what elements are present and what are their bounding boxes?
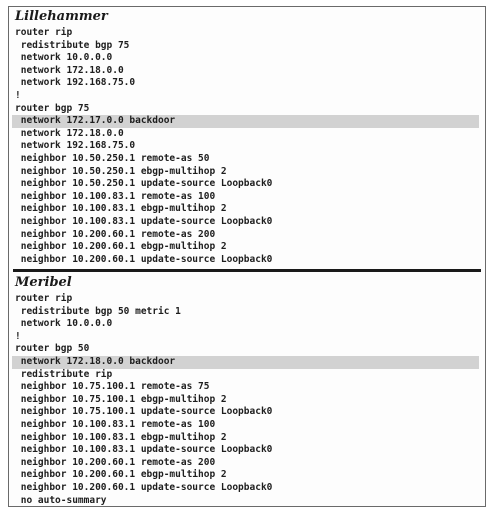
config-line: no auto-summary: [15, 494, 107, 506]
config-listing-frame: [8, 6, 486, 507]
config-line: network 172.18.0.0: [15, 64, 124, 76]
config-line: neighbor 10.75.100.1 update-source Loopback0: [15, 406, 273, 418]
config-line: router rip: [15, 293, 73, 304]
config-line: network 192.168.75.0: [15, 77, 136, 89]
config-line: network 10.0.0.0: [15, 52, 113, 64]
router-name-heading: Lillehammer: [15, 9, 108, 24]
config-line: network 172.18.0.0: [15, 127, 124, 139]
config-line: router rip: [15, 27, 73, 38]
config-line: neighbor 10.100.83.1 update-source Loopback0: [15, 215, 273, 227]
section-divider: [13, 269, 481, 272]
config-line: redistribute bgp 50 metric 1: [15, 305, 181, 317]
config-line: neighbor 10.100.83.1 remote-as 100: [15, 190, 216, 202]
config-line: neighbor 10.200.60.1 update-source Loopback0: [15, 481, 273, 493]
config-line: neighbor 10.50.250.1 ebgp-multihop 2: [15, 165, 227, 177]
config-line: neighbor 10.50.250.1 remote-as 50: [15, 152, 210, 164]
config-line: neighbor 10.50.250.1 update-source Loopback0: [15, 178, 273, 190]
config-lines: [15, 293, 479, 507]
config-line: redistribute rip: [15, 368, 113, 380]
config-line: !: [15, 330, 21, 342]
config-line: neighbor 10.75.100.1 remote-as 75: [15, 381, 210, 393]
config-line: !: [15, 89, 21, 101]
config-line: network 192.168.75.0: [15, 140, 136, 152]
config-line: network 10.0.0.0: [15, 318, 113, 330]
section-lillehammer: [15, 9, 479, 266]
config-line: redistribute bgp 75: [15, 39, 130, 51]
section-meribel: [15, 275, 479, 507]
config-line: neighbor 10.200.60.1 ebgp-multihop 2: [15, 241, 227, 253]
config-line: router bgp 50: [15, 343, 90, 355]
config-line: neighbor 10.100.83.1 remote-as 100: [15, 418, 216, 430]
config-line: neighbor 10.200.60.1 remote-as 200: [15, 228, 216, 240]
config-line: neighbor 10.200.60.1 ebgp-multihop 2: [15, 469, 227, 481]
highlighted-config-line: network 172.17.0.0 backdoor: [12, 115, 479, 128]
config-line: neighbor 10.100.83.1 ebgp-multihop 2: [15, 203, 227, 215]
config-line: router bgp 75: [15, 102, 90, 114]
config-line: neighbor 10.100.83.1 ebgp-multihop 2: [15, 431, 227, 443]
highlighted-config-line: network 172.18.0.0 backdoor: [12, 356, 479, 369]
config-lines: [15, 27, 479, 266]
config-line: neighbor 10.200.60.1 remote-as 200: [15, 456, 216, 468]
router-name-heading: Meribel: [15, 275, 72, 290]
config-line: neighbor 10.75.100.1 ebgp-multihop 2: [15, 393, 227, 405]
config-line: neighbor 10.200.60.1 update-source Loopback0: [15, 253, 273, 265]
config-line: neighbor 10.100.83.1 update-source Loopback0: [15, 444, 273, 456]
